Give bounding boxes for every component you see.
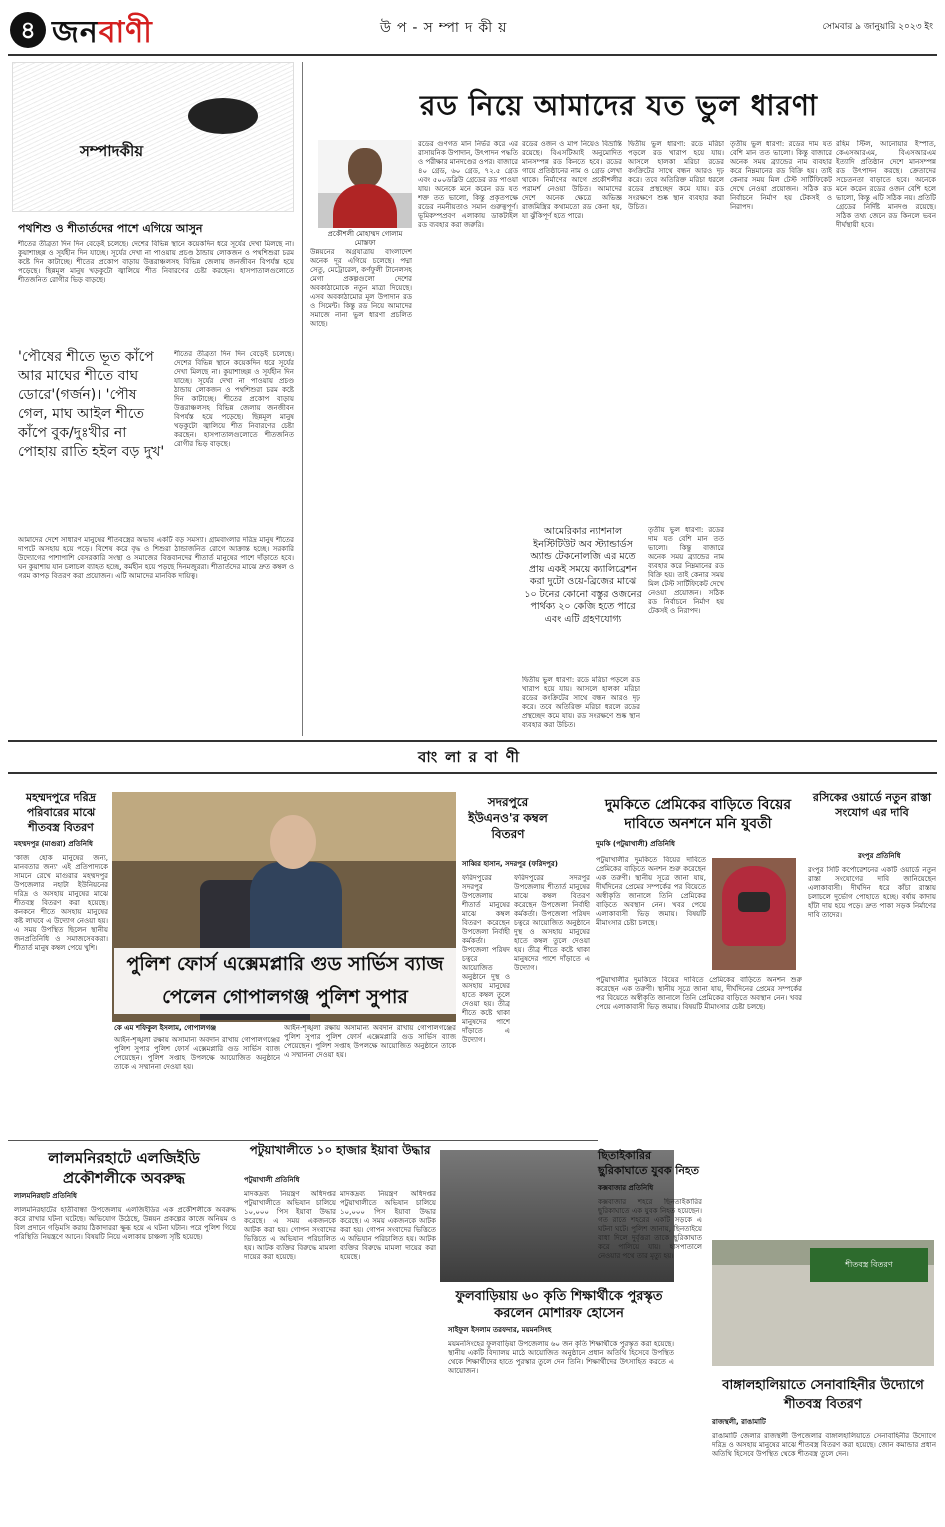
brand-logo-part2: বাণী (98, 15, 153, 50)
story-body-2: মাদকদ্রব্য নিয়ন্ত্রণ অধিদপ্তর পটুয়াখালীতে অভিযান চালিয়ে ১০,০০০ পিস ইয়াবা উদ্ধার করেছে। এ সময় একজনকে আটক করা হয়। গোপন সংবাদের ভিত্তিতে এ অভিযান পরিচালিত হয়। আটক ব্যক্তির বিরুদ্ধে মামলা দায়ের করা হয়েছে। (340, 1190, 436, 1261)
face-mask (738, 892, 770, 912)
police-story-headline: পুলিশ ফোর্স এক্সেমপ্লারি গুড সার্ভিস ব্যাজ পেলেন গোপালগঞ্জ পুলিশ সুপার (114, 948, 456, 1014)
police-story-byline: কে এম শফিকুল ইসলাম, গোপালগঞ্জ (114, 1024, 217, 1032)
story-title: দুমকিতে প্রেমিকের বাড়িতে বিয়ের দাবিতে অনশনে মনি যুবতী (604, 797, 792, 832)
editorial-title: পথশিশু ও শীতার্তদের পাশে এগিয়ে আসুন (18, 222, 203, 235)
article-col-5: তৃতীয় ভুল ধারণা: রডের দাম যত বেশি মান তত ভালো। কিন্তু বাজারে অনেক সময় ব্র্যান্ডের নাম ব্যবহার করে নিম্নমানের রড বিক্রি হয়। তাই কেনার সময় মিল টেস্ট সার্টিফিকেট দেখে নেওয়া প্রয়োজন। সঠিক রড নির্বাচনে নির্মাণ হয় টেকসই ও নিরাপদ। (730, 140, 832, 211)
story-body: লালমনিরহাটের হাতীবান্ধা উপজেলায় এলজিইডির এক প্রকৌশলীকে অবরুদ্ধ করে রাখার ঘটনা ঘটেছে। অভিযোগ উঠেছে, উন্নয়ন প্রকল্পের কাজে অনিয়ম ও বিল প্রদানে গড়িমসি করায় ঠিকাদাররা ক্ষুব্ধ হয়ে এ ঘটনা ঘটান। পরে পুলিশ গিয়ে পরিস্থিতি নিয়ন্ত্রণে আনে। বিষয়টি নিয়ে এলাকায় চাঞ্চল্য সৃষ্টি হয়েছে। (14, 1206, 236, 1241)
officer-uniform (250, 862, 342, 962)
story-byline: পটুয়াখালী প্রতিনিধি (244, 1176, 300, 1184)
officer-face (270, 815, 316, 869)
editorial-label: সম্পাদকীয় (80, 142, 144, 160)
editorial-body-2: আমাদের দেশে সাধারণ মানুষের শীতবস্ত্রের অভাব একটি বড় সমস্যা। গ্রামবাংলার দরিদ্র মানুষ শীতের দাপটে অসহায় হয়ে পড়ে। বিশেষ করে বৃদ্ধ ও শিশুরা ঠান্ডাজনিত রোগে আক্রান্ত হচ্ছে। সরকারি উদ্যোগের পাশাপাশি বেসরকারি সংস্থা ও সমাজের বিত্তবানদের শীতার্ত মানুষের পাশে দাঁড়াতে হবে। ঘন কুয়াশায় যান চলাচল ব্যাহত হচ্ছে, কর্মহীন হয়ে পড়ছে দিনমজুররা। শীতার্তদের মাঝে দ্রুত কম্বল ও গরম কাপড় বিতরণ করা প্রয়োজন। এটি আমাদের মানবিক দায়িত্ব। (18, 536, 294, 580)
editorial-pullquote: 'পৌষের শীতে ভূত কাঁপে আর মাঘের শীতে বাঘ ডোরে'(গর্জন)। 'পৌষ গেল, মাঘ আইল শীতে কাঁপে বুক/দুঃখীর না পোহায় রাতি হইল বড় দুখ' (18, 349, 165, 460)
page-number: ৪ (10, 12, 46, 48)
article-col-3b: দ্বিতীয় ভুল ধারণা: রডে মরিচা পড়লে রড খারাপ হয়ে যায়। আসলে হালকা মরিচা রডের কংক্রিটের সাথে বন্ধন আরও দৃঢ় করে। তবে অতিরিক্ত মরিচা ধরলে রডের প্রস্থচ্ছেদ কমে যায়। রড সংরক্ষণে শুষ্ক স্থান ব্যবহার করা উচিত। (522, 676, 640, 729)
story-body-2: ফরিদপুরের সদরপুর উপজেলায় শীতার্ত মানুষের মাঝে কম্বল বিতরণ করেছেন উপজেলা নির্বাহী কর্মকর্তা। উপজেলা পরিষদ চত্বরে আয়োজিত অনুষ্ঠানে দুস্থ ও অসহায় মানুষের হাতে কম্বল তুলে দেওয়া হয়। তীব্র শীতে কষ্টে থাকা মানুষদের পাশে দাঁড়াতে এ উদ্যোগ। (514, 874, 590, 972)
story-byline: রংপুর প্রতিনিধি (858, 852, 901, 860)
article-callout: আমেরিকার ন্যাশনাল ইনস্টিটিউট অব স্ট্যান্ডার্ডস অ্যান্ড টেকনোলজি এর মতে প্রায় একই সময়ে ক্যালিব্রেশন করা দুটো ওয়ে-ব্রিজের মাঝে ১০ টনের কোনো বস্তুর ওজনের পার্থক্য ২০ কেজি হতে পারে এবং এটি গ্রহণযোগ্য (524, 526, 642, 625)
story-body: রাঙামাটি জেলার রাজস্থলী উপজেলার বাঙ্গালহালিয়াতে সেনাবাহিনীর উদ্যোগে দরিদ্র ও অসহায় মানুষের মাঝে শীতবস্ত্র বিতরণ করা হয়েছে। জোন কমান্ডার প্রধান অতিথি হিসেবে উপস্থিত থেকে শীতবস্ত্র তুলে দেন। (712, 1432, 936, 1458)
author-photo-head (348, 148, 382, 188)
story-title: ফুলবাড়িয়ায় ৬০ কৃতি শিক্ষার্থীকে পুরস্কৃত করলেন মোশারফ হোসেন (455, 1289, 663, 1321)
divider (8, 1140, 598, 1141)
page-section-title: উপ-সম্পাদকীয় (380, 20, 513, 36)
story-title: পটুয়াখালীতে ১০ হাজার ইয়াবা উদ্ধার (249, 1143, 431, 1157)
story-byline: লালমনিরহাট প্রতিনিধি (14, 1192, 77, 1200)
winter-banner: শীতবস্ত্র বিতরণ (810, 1248, 928, 1282)
section-rule-bottom (8, 772, 937, 774)
article-col-4b: তৃতীয় ভুল ধারণা: রডের দাম যত বেশি মান তত ভালো। কিন্তু বাজারে অনেক সময় ব্র্যান্ডের নাম ব্যবহার করে নিম্নমানের রড বিক্রি হয়। তাই কেনার সময় মিল টেস্ট সার্টিফিকেট দেখে নেওয়া প্রয়োজন। সঠিক রড নির্বাচনে নির্মাণ হয় টেকসই ও নিরাপদ। (648, 526, 724, 615)
eye-icon (188, 98, 258, 134)
story-body-2: পটুয়াখালীর দুমকিতে বিয়ের দাবিতে প্রেমিকের বাড়িতে অনশন শুরু করেছেন এক তরুণী। স্থানীয় সূত্রে জানা যায়, দীর্ঘদিনের প্রেমের সম্পর্কের পর বিয়েতে অস্বীকৃতি জানালে তিনি প্রেমিকের বাড়িতে অবস্থান নেন। খবর পেয়ে এলাকাবাসী ভিড় জমায়। বিষয়টি মীমাংসার চেষ্টা চলছে। (596, 976, 802, 1011)
story-body: ফরিদপুরের সদরপুর উপজেলায় শীতার্ত মানুষের মাঝে কম্বল বিতরণ করেছেন উপজেলা নির্বাহী কর্মকর্তা। উপজেলা পরিষদ চত্বরে আয়োজিত অনুষ্ঠানে দুস্থ ও অসহায় মানুষের হাতে কম্বল তুলে দেওয়া হয়। তীব্র শীতে কষ্টে থাকা মানুষদের পাশে দাঁড়াতে এ উদ্যোগ। (462, 874, 510, 1044)
police-story-body-2: আইন-শৃঙ্খলা রক্ষায় অসামান্য অবদান রাখায় গোপালগঞ্জের পুলিশ সুপার পুলিশ ফোর্স এক্সেমপ্লারি গুড সার্ভিস ব্যাজ পেয়েছেন। পুলিশ সপ্তাহ উপলক্ষে আয়োজিত অনুষ্ঠানে তাকে এ সম্মাননা দেওয়া হয়। (284, 1024, 456, 1059)
story-title: সদরপুরে ইউএনও'র কম্বল বিতরণ (468, 795, 548, 841)
story-byline: সাব্বির হাসান, সদরপুর (ফরিদপুর) (462, 860, 558, 868)
story-title: লালমনিরহাটে এলজিইডি প্রকৌশলীকে অবরুদ্ধ (48, 1149, 200, 1187)
author-name: প্রকৌশলী মোহাম্মদ গোলাম মোস্তফা (327, 230, 403, 247)
section2-title: বাংলারবাণী (418, 748, 527, 766)
story-title: রসিকের ওয়ার্ডে নতুন রাস্তা সংযোগ এর দাবি (812, 791, 932, 819)
article-col-4: দ্বিতীয় ভুল ধারণা: রডে মরিচা পড়লে রড খারাপ হয়ে যায়। আসলে হালকা মরিচা রডের কংক্রিটের সাথে বন্ধন আরও দৃঢ় করে। তবে অতিরিক্ত মরিচা ধরলে রডের প্রস্থচ্ছেদ কমে যায়। রড সংরক্ষণে শুষ্ক স্থান ব্যবহার করা উচিত। (628, 140, 724, 211)
masthead-rule (8, 54, 937, 56)
article-lead: উন্নয়নের অগ্রযাত্রায় বাংলাদেশ অনেক দূর এগিয়ে চলেছে। পদ্মা সেতু, মেট্রোরেল, কর্ণফুলী টানেলসহ মেগা প্রকল্পগুলো দেশের অবকাঠামোকে নতুন মাত্রা দিয়েছে। এসব অবকাঠামোর মূল উপাদান রড ও সিমেন্ট। কিন্তু রড নিয়ে আমাদের সমাজে নানা ভুল ধারণা প্রচলিত আছে। (310, 248, 412, 328)
story-byline: দুমকি (পটুয়াখালী) প্রতিনিধি (596, 840, 675, 848)
story-body: রংপুর সিটি কর্পোরেশনের একটি ওয়ার্ডে নতুন রাস্তা সংযোগের দাবি জানিয়েছেন এলাকাবাসী। দীর্ঘদিন ধরে কাঁচা রাস্তায় চলাচলে দুর্ভোগ পোহাতে হচ্ছে। বর্ষায় কাদায় হাঁটা দায় হয়ে পড়ে। দ্রুত পাকা সড়ক নির্মাণের দাবি তাদের। (808, 866, 936, 919)
story-title: মহম্মদপুরে দরিদ্র পরিবারের মাঝে শীতবস্ত্র বিতরণ (26, 791, 96, 834)
editorial-illustration (12, 62, 294, 212)
story-body: পটুয়াখালীর দুমকিতে বিয়ের দাবিতে প্রেমিকের বাড়িতে অনশন শুরু করেছেন এক তরুণী। স্থানীয় সূত্রে জানা যায়, দীর্ঘদিনের প্রেমের সম্পর্কের পর বিয়েতে অস্বীকৃতি জানালে তিনি প্রেমিকের বাড়িতে অবস্থান নেন। খবর পেয়ে এলাকাবাসী ভিড় জমায়। বিষয়টি মীমাংসার চেষ্টা চলছে। (596, 856, 706, 927)
article-col-3: রডের ওজন ও মাপ নিয়েও বিভ্রান্তি রয়েছে। বিএসটিআই অনুমোদিত মানসম্পন্ন রড কিনতে হবে। রডের গায়ে প্রতিষ্ঠানের নাম ও গ্রেড লেখা থাকে। নির্মাণের আগে প্রকৌশলীর পরামর্শ নেওয়া উচিত। আমাদের দেশে অনেক ক্ষেত্রে অভিজ্ঞ রাজমিস্ত্রির কথামতো রড কেনা হয়, যা ঝুঁকিপূর্ণ হতে পারে। (522, 140, 622, 220)
story-byline: মহম্মদপুর (মাগুরা) প্রতিনিধি (14, 840, 93, 848)
brand-logo (52, 8, 153, 59)
editorial-body-1: শীতের তীব্রতা দিন দিন বেড়েই চলেছে। দেশের বিভিন্ন স্থানে কয়েকদিন ধরে সূর্যের দেখা মিলছে না। কুয়াশাচ্ছন্ন ও সূর্যহীন দিন যাচ্ছে। সূর্যের দেখা না পাওয়ায় প্রচণ্ড ঠান্ডায় লোকজন ও পথশিশুরা চরম কষ্টে দিন কাটাচ্ছে। শীতের প্রকোপ বাড়ায় উত্তরাঞ্চলসহ বিভিন্ন জেলায় জনজীবন বিপর্যস্ত হয়ে পড়েছে। ছিন্নমূল মানুষ খড়কুটো জ্বালিয়ে শীত নিবারণের চেষ্টা করছেন। হাসপাতালগুলোতে শীতজনিত রোগীর ভিড় বাড়ছে। (18, 240, 294, 284)
column-divider (302, 62, 303, 736)
story-body: কক্সবাজার শহরে ছিনতাইকারির ছুরিকাঘাতে এক যুবক নিহত হয়েছেন। গত রাতে শহরের একটি সড়কে এ ঘটনা ঘটে। পুলিশ জানায়, ছিনতাইয়ে বাধা দিলে দুর্বৃত্তরা তাকে ছুরিকাঘাত করে পালিয়ে যায়। হাসপাতালে নেওয়ার পথে তার মৃত্যু হয়। (598, 1198, 702, 1260)
story-title: ছিতাইকারির ছুরিকাঘাতে যুবক নিহত (598, 1149, 699, 1177)
police-story-body: আইন-শৃঙ্খলা রক্ষায় অসামান্য অবদান রাখায় গোপালগঞ্জের পুলিশ সুপার পুলিশ ফোর্স এক্সেমপ্লারি গুড সার্ভিস ব্যাজ পেয়েছেন। পুলিশ সপ্তাহ উপলক্ষে আয়োজিত অনুষ্ঠানে তাকে এ সম্মাননা দেওয়া হয়। (114, 1036, 280, 1071)
story-body: 'কাজ হোক মানুষের জন্য, মানবতার জন্য' এই প্রতিপাদ্যকে সামনে রেখে মাগুরার মহম্মদপুর উপজেলার নহাটা ইউনিয়নের দরিদ্র ও অসহায় মানুষের মাঝে শীতবস্ত্র বিতরণ করা হয়েছে। কনকনে শীতে অসহায় মানুষের কষ্ট লাঘবে এ উদ্যোগ নেওয়া হয়। এ সময় উপস্থিত ছিলেন স্থানীয় জনপ্রতিনিধি ও সমাজসেবকরা। শীতার্ত মানুষ কম্বল পেয়ে খুশি। (14, 854, 108, 952)
story-body: মাদকদ্রব্য নিয়ন্ত্রণ অধিদপ্তর পটুয়াখালীতে অভিযান চালিয়ে ১০,০০০ পিস ইয়াবা উদ্ধার করেছে। এ সময় একজনকে আটক করা হয়। গোপন সংবাদের ভিত্তিতে এ অভিযান পরিচালিত হয়। আটক ব্যক্তির বিরুদ্ধে মামলা দায়ের করা হয়েছে। (244, 1190, 336, 1261)
editorial-body-1b: শীতের তীব্রতা দিন দিন বেড়েই চলেছে। দেশের বিভিন্ন স্থানে কয়েকদিন ধরে সূর্যের দেখা মিলছে না। কুয়াশাচ্ছন্ন ও সূর্যহীন দিন যাচ্ছে। সূর্যের দেখা না পাওয়ায় প্রচণ্ড ঠান্ডায় লোকজন ও পথশিশুরা চরম কষ্টে দিন কাটাচ্ছে। শীতের প্রকোপ বাড়ায় উত্তরাঞ্চলসহ বিভিন্ন জেলায় জনজীবন বিপর্যস্ত হয়ে পড়েছে। ছিন্নমূল মানুষ খড়কুটো জ্বালিয়ে শীত নিবারণের চেষ্টা করছেন। হাসপাতালগুলোতে শীতজনিত রোগীর ভিড় বাড়ছে। (174, 350, 294, 448)
article-col-2: রডের গুণগত মান নির্ভর করে এর রাসায়নিক উপাদান, উৎপাদন পদ্ধতি ও পরীক্ষার মানদণ্ডের ওপর। বাজারে ৪০ গ্রেড, ৬০ গ্রেড, ৭২.৫ গ্রেড এবং ৫০০ডব্লিউ গ্রেডের রড পাওয়া যায়। অনেকে মনে করেন রড যত শক্ত তত ভালো, কিন্তু প্রকৃতপক্ষে রডের নমনীয়তাও সমান গুরুত্বপূর্ণ। ভূমিকম্পপ্রবণ এলাকায় ডাকটাইল রড ব্যবহার করা জরুরি। (418, 140, 518, 229)
story-body: ময়মনসিংহের ফুলবাড়িয়া উপজেলায় ৬০ জন কৃতি শিক্ষার্থীকে পুরস্কৃত করা হয়েছে। স্থানীয় একটি বিদ্যালয় মাঠে আয়োজিত অনুষ্ঠানে প্রধান অতিথি হিসেবে উপস্থিত থেকে শিক্ষার্থীদের হাতে পুরস্কার তুলে দেন তিনি। শিক্ষার্থীদের উৎসাহিত করতে এ আয়োজন। (448, 1340, 674, 1375)
story-byline: সাইফুল ইসলাম তরফদার, ময়মনসিংহ (448, 1326, 552, 1334)
story-byline: কক্সবাজার প্রতিনিধি (598, 1184, 654, 1192)
section-rule-top (8, 740, 937, 742)
article-headline: রড নিয়ে আমাদের যত ভুল ধারণা (419, 89, 819, 122)
article-col-6: রহিম স্টিল, আনোয়ার ইস্পাত, কেএসআরএম, বিএসআরএম ইত্যাদি প্রতিষ্ঠান দেশে মানসম্পন্ন রড উৎপাদন করছে। ক্রেতাদের সচেতনতা বাড়াতে হবে। অনেকে মনে করেন রডের ওজন বেশি হলে ভালো, কিন্তু এটি সঠিক নয়। প্রতিটি গ্রেডের নির্দিষ্ট মানদণ্ড রয়েছে। সঠিক তথ্য জেনে রড কিনলে ভবন দীর্ঘস্থায়ী হবে। (836, 140, 936, 229)
story-title: বাঙ্গালহালিয়াতে সেনাবাহিনীর উদ্যোগে শীতবস্ত্র বিতরণ (722, 1378, 924, 1412)
story-byline: রাজস্থলী, রাঙামাটি (712, 1418, 766, 1426)
brand-logo-part1: জন (52, 15, 99, 50)
issue-date: সোমবার ৯ জানুয়ারি ২০২৩ ইং (822, 22, 933, 32)
